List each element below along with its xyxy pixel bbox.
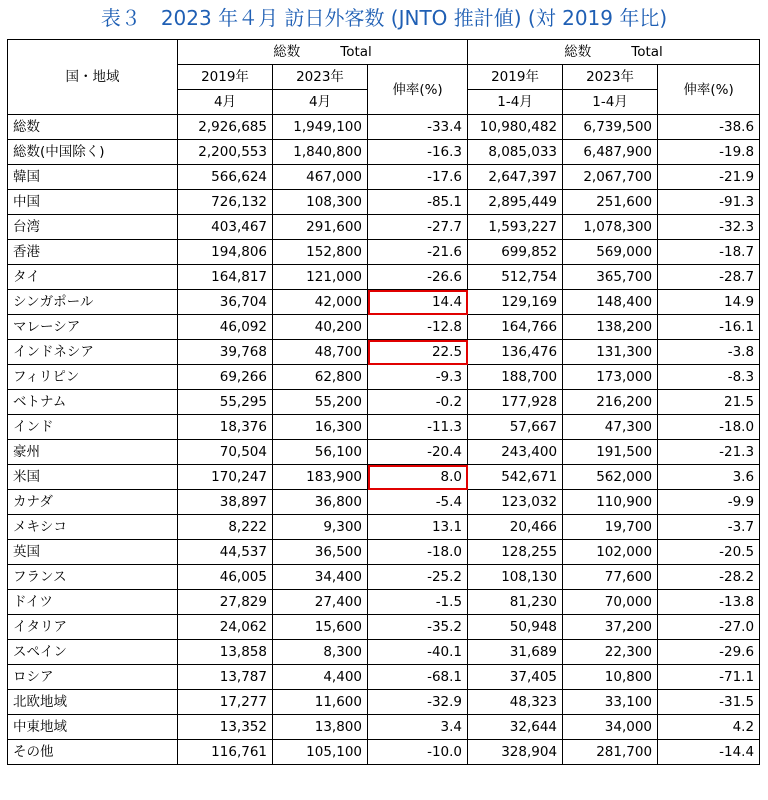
april-2023-value: 42,000	[273, 290, 368, 315]
ytd-2023-value: 19,700	[563, 515, 658, 540]
ytd-2019-value: 1,593,227	[468, 215, 563, 240]
april-2023-value: 1,840,800	[273, 140, 368, 165]
april-2019-value: 726,132	[178, 190, 273, 215]
country-name: 英国	[8, 540, 178, 565]
ytd-2019-value: 8,085,033	[468, 140, 563, 165]
country-name: 米国	[8, 465, 178, 490]
ytd-growth-value: -29.6	[658, 640, 760, 665]
april-growth-value: -27.7	[368, 215, 468, 240]
april-2019-value: 44,537	[178, 540, 273, 565]
april-2019-value: 46,092	[178, 315, 273, 340]
ytd-2019-value: 20,466	[468, 515, 563, 540]
april-2019-value: 38,897	[178, 490, 273, 515]
country-name: 豪州	[8, 440, 178, 465]
ytd-growth-value: -27.0	[658, 615, 760, 640]
ytd-growth-value: -31.5	[658, 690, 760, 715]
ytd-2019-value: 2,647,397	[468, 165, 563, 190]
april-2019-value: 116,761	[178, 740, 273, 765]
april-2019-value: 39,768	[178, 340, 273, 365]
ytd-2019-value: 699,852	[468, 240, 563, 265]
table-row	[8, 190, 760, 215]
ytd-2023-value: 281,700	[563, 740, 658, 765]
april-2023-value: 105,100	[273, 740, 368, 765]
april-total-header: 総数 Total	[178, 40, 468, 65]
country-name: 中東地域	[8, 715, 178, 740]
april-2019-value: 2,200,553	[178, 140, 273, 165]
april-2023-value: 34,400	[273, 565, 368, 590]
table-row	[8, 415, 760, 440]
april-2023-value: 8,300	[273, 640, 368, 665]
ytd-2023-value: 569,000	[563, 240, 658, 265]
april-2023-value: 13,800	[273, 715, 368, 740]
table-row	[8, 615, 760, 640]
april-growth-value: -26.6	[368, 265, 468, 290]
ytd-growth-value: -14.4	[658, 740, 760, 765]
ytd-2023-value: 1,078,300	[563, 215, 658, 240]
ytd-growth-value: -3.8	[658, 340, 760, 365]
ytd-2019-value: 164,766	[468, 315, 563, 340]
table-row	[8, 240, 760, 265]
ytd-2023-value: 191,500	[563, 440, 658, 465]
april-growth-value: -12.8	[368, 315, 468, 340]
table-row	[8, 315, 760, 340]
country-name: ロシア	[8, 665, 178, 690]
table-row	[8, 440, 760, 465]
country-name: 韓国	[8, 165, 178, 190]
country-name: 香港	[8, 240, 178, 265]
april-2019-value: 13,787	[178, 665, 273, 690]
april-2023-value: 40,200	[273, 315, 368, 340]
april-growth-value: 22.5	[368, 340, 468, 365]
ytd-2019-value: 81,230	[468, 590, 563, 615]
country-name: インドネシア	[8, 340, 178, 365]
april-growth-value: -1.5	[368, 590, 468, 615]
country-name: カナダ	[8, 490, 178, 515]
country-name: マレーシア	[8, 315, 178, 340]
ytd-growth-value: -18.0	[658, 415, 760, 440]
april-2019-value: 70,504	[178, 440, 273, 465]
april-2019-header: 2019年	[178, 65, 273, 90]
country-name: ドイツ	[8, 590, 178, 615]
april-growth-value: -0.2	[368, 390, 468, 415]
country-name: 北欧地域	[8, 690, 178, 715]
ytd-2019-value: 37,405	[468, 665, 563, 690]
ytd-growth-value: -8.3	[658, 365, 760, 390]
ytd-growth-header: 伸率(%)	[658, 65, 760, 115]
table-row	[8, 165, 760, 190]
april-2019-value: 164,817	[178, 265, 273, 290]
ytd-2023-value: 562,000	[563, 465, 658, 490]
ytd-2023-value: 110,900	[563, 490, 658, 515]
country-name: 台湾	[8, 215, 178, 240]
table-row	[8, 390, 760, 415]
ytd-total-header: 総数 Total	[468, 40, 760, 65]
ytd-2019-value: 10,980,482	[468, 115, 563, 140]
april-growth-value: 13.1	[368, 515, 468, 540]
table-row	[8, 365, 760, 390]
april-2019-value: 13,858	[178, 640, 273, 665]
april-2023-value: 36,800	[273, 490, 368, 515]
ytd-2019-value: 108,130	[468, 565, 563, 590]
april-2023-value: 48,700	[273, 340, 368, 365]
table-row	[8, 540, 760, 565]
april-2019-value: 8,222	[178, 515, 273, 540]
country-name: ベトナム	[8, 390, 178, 415]
ytd-growth-value: -19.8	[658, 140, 760, 165]
april-2023-value: 55,200	[273, 390, 368, 415]
ytd-2023-value: 6,487,900	[563, 140, 658, 165]
table-row	[8, 640, 760, 665]
ytd-2019-value: 136,476	[468, 340, 563, 365]
ytd-growth-value: -28.2	[658, 565, 760, 590]
table-row	[8, 115, 760, 140]
ytd-growth-value: -32.3	[658, 215, 760, 240]
ytd-2019-value: 50,948	[468, 615, 563, 640]
ytd-2019-value: 48,323	[468, 690, 563, 715]
april-2019-value: 55,295	[178, 390, 273, 415]
april-2019-value: 17,277	[178, 690, 273, 715]
april-2023-value: 36,500	[273, 540, 368, 565]
country-name: フランス	[8, 565, 178, 590]
april-2023-value: 15,600	[273, 615, 368, 640]
ytd-growth-value: -18.7	[658, 240, 760, 265]
ytd-2019-header: 2019年	[468, 65, 563, 90]
ytd-growth-value: 21.5	[658, 390, 760, 415]
ytd-growth-value: -21.3	[658, 440, 760, 465]
ytd-growth-value: -16.1	[658, 315, 760, 340]
ytd-2023-value: 6,739,500	[563, 115, 658, 140]
ytd-2023-value: 77,600	[563, 565, 658, 590]
ytd-growth-value: 4.2	[658, 715, 760, 740]
april-2019-value: 2,926,685	[178, 115, 273, 140]
ytd-2019-value: 328,904	[468, 740, 563, 765]
country-name: 総数(中国除く)	[8, 140, 178, 165]
ytd-2019-value: 177,928	[468, 390, 563, 415]
ytd-2023-value: 216,200	[563, 390, 658, 415]
april-2023-value: 27,400	[273, 590, 368, 615]
april-2023-value: 56,100	[273, 440, 368, 465]
april-2023-value: 467,000	[273, 165, 368, 190]
ytd-2023-value: 365,700	[563, 265, 658, 290]
april-growth-value: 14.4	[368, 290, 468, 315]
april-growth-value: -20.4	[368, 440, 468, 465]
april-growth-value: -32.9	[368, 690, 468, 715]
april-2023-value: 108,300	[273, 190, 368, 215]
country-name: その他	[8, 740, 178, 765]
april-growth-value: -21.6	[368, 240, 468, 265]
table-row	[8, 690, 760, 715]
april-growth-value: -25.2	[368, 565, 468, 590]
ytd-2023-value: 148,400	[563, 290, 658, 315]
ytd-2019-value: 123,032	[468, 490, 563, 515]
ytd-growth-value: -9.9	[658, 490, 760, 515]
ytd-growth-value: 3.6	[658, 465, 760, 490]
country-name: スペイン	[8, 640, 178, 665]
ytd-growth-value: -38.6	[658, 115, 760, 140]
april-2023-value: 62,800	[273, 365, 368, 390]
table-row	[8, 290, 760, 315]
country-name: 総数	[8, 115, 178, 140]
visitor-table	[7, 39, 760, 765]
ytd-2023-value: 70,000	[563, 590, 658, 615]
april-growth-value: -68.1	[368, 665, 468, 690]
ytd-2019-value: 31,689	[468, 640, 563, 665]
ytd-growth-value: -21.9	[658, 165, 760, 190]
april-2019-value: 18,376	[178, 415, 273, 440]
april-2019-value: 194,806	[178, 240, 273, 265]
ytd-2019-value: 57,667	[468, 415, 563, 440]
table-row	[8, 565, 760, 590]
ytd-growth-value: -13.8	[658, 590, 760, 615]
table-row	[8, 740, 760, 765]
ytd-2023-value: 34,000	[563, 715, 658, 740]
table-row	[8, 590, 760, 615]
ytd-2023-value: 173,000	[563, 365, 658, 390]
country-name: インド	[8, 415, 178, 440]
april-growth-value: -40.1	[368, 640, 468, 665]
april-2023-value: 121,000	[273, 265, 368, 290]
april-growth-value: -35.2	[368, 615, 468, 640]
april-2023-header: 2023年	[273, 65, 368, 90]
ytd-2019-period: 1-4月	[468, 90, 563, 115]
ytd-growth-value: -91.3	[658, 190, 760, 215]
ytd-2023-value: 22,300	[563, 640, 658, 665]
ytd-2019-value: 129,169	[468, 290, 563, 315]
april-2019-value: 170,247	[178, 465, 273, 490]
ytd-2023-value: 102,000	[563, 540, 658, 565]
table-row	[8, 715, 760, 740]
april-2023-value: 291,600	[273, 215, 368, 240]
ytd-2019-value: 542,671	[468, 465, 563, 490]
april-2019-value: 46,005	[178, 565, 273, 590]
ytd-growth-value: 14.9	[658, 290, 760, 315]
april-2023-period: 4月	[273, 90, 368, 115]
april-2023-value: 9,300	[273, 515, 368, 540]
table-row	[8, 490, 760, 515]
ytd-2019-value: 188,700	[468, 365, 563, 390]
april-2023-value: 152,800	[273, 240, 368, 265]
ytd-2023-period: 1-4月	[563, 90, 658, 115]
table-row	[8, 665, 760, 690]
april-growth-value: 3.4	[368, 715, 468, 740]
ytd-growth-value: -28.7	[658, 265, 760, 290]
country-name: シンガポール	[8, 290, 178, 315]
april-growth-value: -5.4	[368, 490, 468, 515]
april-2019-value: 13,352	[178, 715, 273, 740]
ytd-2023-value: 10,800	[563, 665, 658, 690]
ytd-2023-value: 33,100	[563, 690, 658, 715]
april-2019-value: 24,062	[178, 615, 273, 640]
april-growth-value: -17.6	[368, 165, 468, 190]
ytd-growth-value: -3.7	[658, 515, 760, 540]
april-growth-value: -18.0	[368, 540, 468, 565]
april-growth-value: 8.0	[368, 465, 468, 490]
country-name: タイ	[8, 265, 178, 290]
april-growth-value: -33.4	[368, 115, 468, 140]
ytd-2019-value: 128,255	[468, 540, 563, 565]
table-row	[8, 515, 760, 540]
ytd-2019-value: 512,754	[468, 265, 563, 290]
country-name: フィリピン	[8, 365, 178, 390]
ytd-2023-value: 2,067,700	[563, 165, 658, 190]
april-2019-value: 27,829	[178, 590, 273, 615]
april-2019-value: 566,624	[178, 165, 273, 190]
country-name: 中国	[8, 190, 178, 215]
country-name: メキシコ	[8, 515, 178, 540]
ytd-2023-header: 2023年	[563, 65, 658, 90]
april-2023-value: 11,600	[273, 690, 368, 715]
page-title: 表３ 2023 年４月 訪日外客数 (JNTO 推計値) (対 2019 年比)	[100, 6, 668, 30]
ytd-growth-value: -71.1	[658, 665, 760, 690]
ytd-growth-value: -20.5	[658, 540, 760, 565]
ytd-2023-value: 47,300	[563, 415, 658, 440]
april-growth-value: -11.3	[368, 415, 468, 440]
table-row	[8, 215, 760, 240]
april-2023-value: 4,400	[273, 665, 368, 690]
ytd-2019-value: 2,895,449	[468, 190, 563, 215]
table-row	[8, 140, 760, 165]
april-2019-value: 36,704	[178, 290, 273, 315]
april-growth-header: 伸率(%)	[368, 65, 468, 115]
april-2019-value: 69,266	[178, 365, 273, 390]
april-growth-value: -10.0	[368, 740, 468, 765]
ytd-2023-value: 37,200	[563, 615, 658, 640]
country-header: 国・地域	[8, 40, 178, 115]
table-row	[8, 265, 760, 290]
header-row-1	[8, 40, 760, 65]
april-2023-value: 1,949,100	[273, 115, 368, 140]
table-row	[8, 340, 760, 365]
ytd-2023-value: 251,600	[563, 190, 658, 215]
april-growth-value: -16.3	[368, 140, 468, 165]
ytd-2019-value: 32,644	[468, 715, 563, 740]
april-2023-value: 16,300	[273, 415, 368, 440]
april-2019-period: 4月	[178, 90, 273, 115]
april-growth-value: -85.1	[368, 190, 468, 215]
ytd-2023-value: 138,200	[563, 315, 658, 340]
country-name: イタリア	[8, 615, 178, 640]
table-row	[8, 465, 760, 490]
ytd-2023-value: 131,300	[563, 340, 658, 365]
april-2023-value: 183,900	[273, 465, 368, 490]
april-2019-value: 403,467	[178, 215, 273, 240]
ytd-2019-value: 243,400	[468, 440, 563, 465]
april-growth-value: -9.3	[368, 365, 468, 390]
